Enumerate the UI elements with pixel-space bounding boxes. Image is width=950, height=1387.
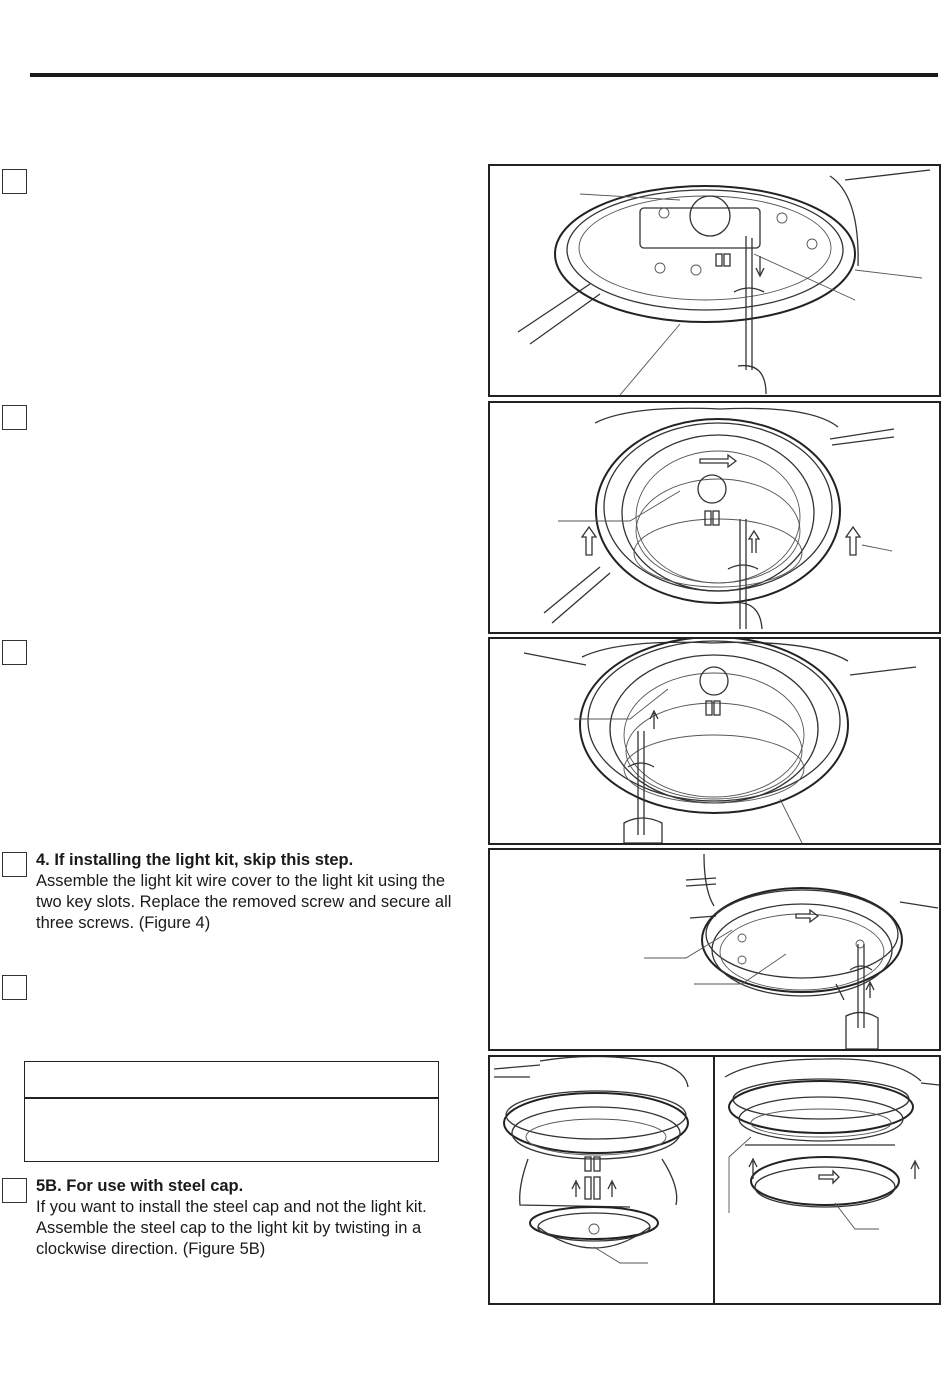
step-3-checkbox[interactable] [2, 640, 27, 665]
figure-5a [488, 1055, 717, 1305]
figure-3 [488, 637, 941, 845]
step-5b-title: 5B. For use with steel cap. [36, 1177, 244, 1195]
note-divider [25, 1097, 438, 1099]
light-kit-attach-icon [490, 403, 939, 632]
light-kit-secure-screws-icon [490, 639, 939, 843]
wire-cover-assembly-icon [490, 850, 939, 1049]
header-rule [30, 73, 938, 77]
note-box [24, 1061, 439, 1162]
figure-1 [488, 164, 941, 397]
figure-5b [713, 1055, 941, 1305]
step-5b-body: If you want to install the steel cap and not the light kit. Assemble the steel cap to the light kit by twisting in a clockwise direction. (Figure 5B) [36, 1198, 427, 1258]
steel-cap-assembly-icon [715, 1057, 939, 1303]
step-5a-checkbox[interactable] [2, 975, 27, 1000]
step-5b-text [36, 1176, 466, 1260]
step-4-title: 4. If installing the light kit, skip this step. [36, 851, 354, 869]
glass-bowl-assembly-icon [490, 1057, 715, 1303]
figure-4 [488, 848, 941, 1051]
step-2-checkbox[interactable] [2, 405, 27, 430]
step-1-checkbox[interactable] [2, 169, 27, 194]
switch-housing-screw-removal-icon [490, 166, 939, 395]
step-5b-checkbox[interactable] [2, 1178, 27, 1203]
step-4-checkbox[interactable] [2, 852, 27, 877]
figure-2 [488, 401, 941, 634]
step-4-body: Assemble the light kit wire cover to the light kit using the two key slots. Replace the removed screw and secure all three screws. (Figure 4) [36, 872, 452, 932]
step-4-text [36, 850, 466, 934]
